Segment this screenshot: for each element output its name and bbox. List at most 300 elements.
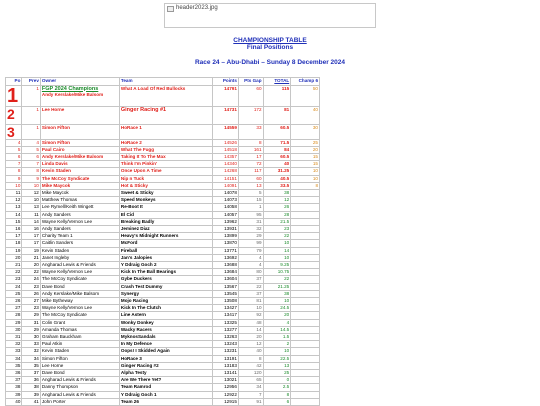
champ-points xyxy=(291,370,320,377)
team-name: Once Upon A Time xyxy=(119,168,212,175)
position-number: 35 xyxy=(6,362,22,369)
position-number: 6 xyxy=(6,153,22,160)
points-value: 13688 xyxy=(213,261,239,268)
total-value: 10 xyxy=(263,240,291,247)
points-gap: 20 xyxy=(238,333,263,340)
col-champ: Champ 6 xyxy=(291,78,320,86)
total-value: 9.25 xyxy=(263,261,291,268)
position-number: 13 xyxy=(6,204,22,211)
podium-row xyxy=(6,85,320,106)
col-prev: Prev xyxy=(22,78,40,86)
owner-name: Kevin Staden xyxy=(40,348,119,355)
prev-position: 29 xyxy=(22,326,40,333)
position-number: 23 xyxy=(6,276,22,283)
prev-position: 29 xyxy=(22,312,40,319)
points-gap: 15 xyxy=(238,197,263,204)
points-gap: 4 xyxy=(238,261,263,268)
points-gap: 79 xyxy=(238,247,263,254)
owner-name: Paul Atkin xyxy=(40,341,119,348)
champ-points xyxy=(291,348,320,355)
owner-name: Caitlin Sanders xyxy=(40,240,119,247)
table-row xyxy=(6,146,320,153)
total-value: 12 xyxy=(263,197,291,204)
owner-name: Wayne Kelly/Vernon Lee xyxy=(40,305,119,312)
position-number: 17 xyxy=(6,233,22,240)
team-name: Kick In The Clutch xyxy=(119,305,212,312)
champ-points: 40 xyxy=(291,106,320,124)
race-heading: Race 24 – Abu-Dhabi – Sunday 8 December 2024 xyxy=(194,59,346,66)
table-row xyxy=(6,297,320,304)
points-value: 14526 xyxy=(213,139,239,146)
points-value: 13191 xyxy=(213,355,239,362)
table-row xyxy=(6,348,320,355)
prev-position: 23 xyxy=(22,305,40,312)
champ-points xyxy=(291,297,320,304)
prev-position: 26 xyxy=(22,290,40,297)
team-name: Mojo Racing xyxy=(119,297,212,304)
owner-name: Simon Fifton xyxy=(40,355,119,362)
team-name: Taking It To The Max xyxy=(119,153,212,160)
team-name: Nip n Tuck xyxy=(119,175,212,182)
prev-position: 16 xyxy=(22,225,40,232)
champ-points xyxy=(291,326,320,333)
champ-points xyxy=(291,225,320,232)
points-gap: 33 xyxy=(238,124,263,139)
owner-name: Simon Fifton xyxy=(40,139,119,146)
header-image xyxy=(164,3,376,28)
prev-position: 20 xyxy=(22,261,40,268)
owner-name: Colin Grant xyxy=(40,319,119,326)
points-value: 14057 xyxy=(213,211,239,218)
points-value: 13899 xyxy=(213,233,239,240)
points-gap: 48 xyxy=(238,319,263,326)
prev-position: 12 xyxy=(22,189,40,196)
table-row xyxy=(6,269,320,276)
table-row xyxy=(6,189,320,196)
total-value: 60.5 xyxy=(263,124,291,139)
team-name: Jeminez Diaz xyxy=(119,225,212,232)
points-value: 14091 xyxy=(213,182,239,189)
points-value: 14073 xyxy=(213,197,239,204)
owner-name: Graham Bauckham xyxy=(40,333,119,340)
prev-position: 11 xyxy=(22,211,40,218)
points-gap: 7 xyxy=(238,391,263,398)
prev-position: 27 xyxy=(22,297,40,304)
total-value: 10 xyxy=(263,348,291,355)
prev-position: 4 xyxy=(22,139,40,146)
champ-points xyxy=(291,254,320,261)
owner-cell xyxy=(40,124,119,139)
position-number: 22 xyxy=(6,269,22,276)
total-value: 22 xyxy=(263,276,291,283)
table-row xyxy=(6,377,320,384)
table-row xyxy=(6,211,320,218)
owner-name: Angharad Lewis & Friends xyxy=(40,261,119,268)
prev-position: 38 xyxy=(22,384,40,391)
champ-points xyxy=(291,189,320,196)
total-value: 20 xyxy=(263,312,291,319)
team-name: Sweet & Sticky xyxy=(119,189,212,196)
total-value: 60.5 xyxy=(263,153,291,160)
team-name: Oops! I Skidded Again xyxy=(119,348,212,355)
owner-name: Dave Bond xyxy=(40,370,119,377)
points-gap: 99 xyxy=(238,240,263,247)
table-row xyxy=(6,197,320,204)
table-row xyxy=(6,233,320,240)
team-name: Y Ddraig Goch 2 xyxy=(119,261,212,268)
team-name: What A Load Of Red Bullocks xyxy=(119,85,212,106)
owner-name: Amanda Thomas xyxy=(40,326,119,333)
owner-name: Matthew Thomas xyxy=(40,197,119,204)
total-value: 31.25 xyxy=(263,168,291,175)
prev-position: 35 xyxy=(22,362,40,369)
points-value: 13545 xyxy=(213,290,239,297)
prev-position: 8 xyxy=(22,168,40,175)
team-name: Y Ddraig Goch 1 xyxy=(119,391,212,398)
owner-name: The McCoy Syndicate xyxy=(40,312,119,319)
points-gap: 13 xyxy=(238,182,263,189)
owner-name: Wayne Kelly/Vernon Lee xyxy=(40,269,119,276)
total-value: 21.5 xyxy=(263,218,291,225)
champ-points: 15 xyxy=(291,153,320,160)
table-header-row xyxy=(6,78,320,86)
team-name: Breaking Badly xyxy=(119,218,212,225)
table-row xyxy=(6,355,320,362)
champ-points xyxy=(291,377,320,384)
col-po: Po xyxy=(6,78,22,86)
owner-name: The McCoy Syndicate xyxy=(40,276,119,283)
total-value: 14 xyxy=(263,247,291,254)
team-name: Team Ramrod xyxy=(119,384,212,391)
points-value: 14357 xyxy=(213,153,239,160)
points-value: 14518 xyxy=(213,146,239,153)
position-number: 28 xyxy=(6,312,22,319)
table-row xyxy=(6,290,320,297)
owner-cell xyxy=(40,106,119,124)
position-number: 24 xyxy=(6,283,22,290)
team-name: HoRace 2 xyxy=(119,139,212,146)
points-gap: 40 xyxy=(238,348,263,355)
champ-points xyxy=(291,341,320,348)
prev-position: 31 xyxy=(22,319,40,326)
points-value: 12922 xyxy=(213,391,239,398)
points-gap: 37 xyxy=(238,276,263,283)
position-number: 30 xyxy=(6,326,22,333)
points-gap: 22 xyxy=(238,283,263,290)
owner-name: John Porter xyxy=(40,398,119,405)
points-gap: 91 xyxy=(238,398,263,405)
points-value: 13277 xyxy=(213,326,239,333)
position-number: 10 xyxy=(6,182,22,189)
owner-name: Mike Maycok xyxy=(40,189,119,196)
points-value: 13325 xyxy=(213,319,239,326)
champ-points xyxy=(291,305,320,312)
points-gap: 14 xyxy=(238,326,263,333)
points-value: 13604 xyxy=(213,276,239,283)
position-number: 19 xyxy=(6,247,22,254)
prev-position: 19 xyxy=(22,247,40,254)
team-name: Team 26 xyxy=(119,398,212,405)
owner-name: Andy Kerslake/Mike Balsom xyxy=(40,290,119,297)
owner-name: Kevin Staden xyxy=(40,168,119,175)
points-value: 13684 xyxy=(213,269,239,276)
table-row xyxy=(6,384,320,391)
table-row xyxy=(6,319,320,326)
team-name: Heavy's Midnight Runners xyxy=(119,233,212,240)
owner-name: Kevin Staden xyxy=(40,247,119,254)
owner-name: Danny Thompson xyxy=(40,384,119,391)
position-number: 16 xyxy=(6,225,22,232)
total-value: 10 xyxy=(263,254,291,261)
points-gap: 80 xyxy=(238,269,263,276)
total-value: 10 xyxy=(263,297,291,304)
position-number: 32 xyxy=(6,341,22,348)
position-number: 2 xyxy=(6,106,22,124)
team-name: Think I'm Pinkin' xyxy=(119,161,212,168)
champ-points xyxy=(291,211,320,218)
points-value: 14058 xyxy=(213,204,239,211)
champ-points xyxy=(291,391,320,398)
total-value: 21.25 xyxy=(263,283,291,290)
total-value: 13 xyxy=(263,362,291,369)
total-value: 2 xyxy=(263,341,291,348)
table-row xyxy=(6,312,320,319)
position-number: 26 xyxy=(6,297,22,304)
podium-row xyxy=(6,106,320,124)
header-image-alt: header2023.jpg xyxy=(176,5,218,11)
points-gap: 172 xyxy=(238,106,263,124)
owner-name: The McCoy Syndicate xyxy=(40,175,119,182)
points-gap: 5 xyxy=(238,189,263,196)
points-gap: 8 xyxy=(238,355,263,362)
team-name: HoRace 3 xyxy=(119,355,212,362)
points-gap: 8 xyxy=(238,139,263,146)
champ-points xyxy=(291,283,320,290)
table-row xyxy=(6,283,320,290)
points-gap: 42 xyxy=(238,362,263,369)
champ-points xyxy=(291,355,320,362)
position-number: 12 xyxy=(6,197,22,204)
team-name: MyknosSandals xyxy=(119,333,212,340)
prev-position: 41 xyxy=(22,398,40,405)
position-number: 21 xyxy=(6,261,22,268)
broken-image-icon xyxy=(167,6,174,12)
position-number: 15 xyxy=(6,218,22,225)
prev-position: 24 xyxy=(22,276,40,283)
points-value: 13417 xyxy=(213,312,239,319)
prev-position: 17 xyxy=(22,233,40,240)
points-gap: 17 xyxy=(238,153,263,160)
prev-position: 1 xyxy=(22,106,40,124)
owner-name: Mike Bytheway xyxy=(40,297,119,304)
table-row xyxy=(6,204,320,211)
champ-points: 25 xyxy=(291,139,320,146)
champ-points xyxy=(291,261,320,268)
table-row xyxy=(6,370,320,377)
points-value: 13427 xyxy=(213,305,239,312)
points-gap: 65 xyxy=(238,377,263,384)
position-number: 7 xyxy=(6,161,22,168)
position-number: 4 xyxy=(6,139,22,146)
champ-points xyxy=(291,197,320,204)
team-name: Wacky Racers xyxy=(119,326,212,333)
total-value: 40 xyxy=(263,161,291,168)
points-gap: 4 xyxy=(238,254,263,261)
position-number: 14 xyxy=(6,211,22,218)
champ-points: 10 xyxy=(291,168,320,175)
table-row xyxy=(6,161,320,168)
prev-position: 6 xyxy=(22,153,40,160)
team-name: Re-Boot It xyxy=(119,204,212,211)
owner-name: Wayne Kelly/Vernon Lee xyxy=(40,218,119,225)
position-number: 8 xyxy=(6,168,22,175)
team-name: Kick In The Ball Bearings xyxy=(119,269,212,276)
position-number: 38 xyxy=(6,384,22,391)
points-gap: 161 xyxy=(238,146,263,153)
champ-points: 30 xyxy=(291,124,320,139)
position-number: 31 xyxy=(6,333,22,340)
champ-points: 10 xyxy=(291,175,320,182)
points-gap: 32 xyxy=(238,225,263,232)
table-row xyxy=(6,254,320,261)
owner-name: Dave Bond xyxy=(40,283,119,290)
table-row xyxy=(6,247,320,254)
points-gap: 95 xyxy=(238,211,263,218)
total-value: 28 xyxy=(263,211,291,218)
prev-position: 30 xyxy=(22,333,40,340)
total-value: 26 xyxy=(263,204,291,211)
owner-name: Angharad Lewis & Friends xyxy=(40,377,119,384)
total-value: 4 xyxy=(263,319,291,326)
position-number: 29 xyxy=(6,319,22,326)
total-value: 38 xyxy=(263,189,291,196)
team-name: Line Astern xyxy=(119,312,212,319)
total-value: 24.5 xyxy=(263,305,291,312)
owner-name: Simon Fifton xyxy=(41,124,70,130)
points-value: 13231 xyxy=(213,348,239,355)
points-gap: 29 xyxy=(238,233,263,240)
position-number: 11 xyxy=(6,189,22,196)
points-gap: 10 xyxy=(238,305,263,312)
prev-position: 34 xyxy=(22,355,40,362)
points-value: 14340 xyxy=(213,161,239,168)
points-value: 14268 xyxy=(213,168,239,175)
champ-points xyxy=(291,312,320,319)
points-gap: 60 xyxy=(238,85,263,106)
total-value: 25 xyxy=(263,370,291,377)
total-value: 81 xyxy=(263,106,291,124)
prev-position: 32 xyxy=(22,348,40,355)
owner-name: Lee Rymell/Keith Wingett xyxy=(40,204,119,211)
points-value: 13692 xyxy=(213,254,239,261)
team-name: Alpha Testy xyxy=(119,370,212,377)
champ-points xyxy=(291,333,320,340)
position-number: 9 xyxy=(6,175,22,182)
team-name: Speed Monkeys xyxy=(119,197,212,204)
table-row xyxy=(6,333,320,340)
col-gap: Pts Gap xyxy=(238,78,263,86)
points-gap: 92 xyxy=(238,312,263,319)
points-gap: 1 xyxy=(238,204,263,211)
prev-position: 23 xyxy=(22,283,40,290)
points-gap: 120 xyxy=(238,370,263,377)
total-value: 40.5 xyxy=(263,175,291,182)
col-owner: Owner xyxy=(40,78,119,86)
total-value: 23 xyxy=(263,225,291,232)
points-gap: 60 xyxy=(238,175,263,182)
team-name: In My Defence xyxy=(119,341,212,348)
podium-row xyxy=(6,124,320,139)
points-value: 14559 xyxy=(213,124,239,139)
champ-points xyxy=(291,269,320,276)
team-name: Ginger Racing #1 xyxy=(119,106,212,124)
prev-position: 7 xyxy=(22,161,40,168)
points-value: 12915 xyxy=(213,398,239,405)
col-total[interactable]: TOTAL xyxy=(263,78,291,86)
total-value: 115 xyxy=(263,85,291,106)
prev-position: 10 xyxy=(22,197,40,204)
points-value: 13243 xyxy=(213,341,239,348)
points-value: 14151 xyxy=(213,175,239,182)
points-value: 13141 xyxy=(213,370,239,377)
champ-points xyxy=(291,362,320,369)
champ-points xyxy=(291,398,320,405)
table-row xyxy=(6,305,320,312)
owner-name: Lee Horne xyxy=(41,106,65,112)
team-name: Gybe Duckers xyxy=(119,276,212,283)
position-number: 1 xyxy=(6,85,22,106)
position-number: 37 xyxy=(6,377,22,384)
champ-points: 50 xyxy=(291,85,320,106)
table-row xyxy=(6,261,320,268)
total-value: 1.5 xyxy=(263,333,291,340)
total-value: 10.75 xyxy=(263,269,291,276)
page-subtitle: Final Positions xyxy=(246,44,294,51)
points-gap: 34 xyxy=(238,384,263,391)
total-value: 2.5 xyxy=(263,384,291,391)
position-number: 34 xyxy=(6,355,22,362)
points-value: 14731 xyxy=(213,106,239,124)
team-name: McFord xyxy=(119,240,212,247)
team-name: Synergy xyxy=(119,290,212,297)
position-number: 5 xyxy=(6,146,22,153)
champ-points xyxy=(291,319,320,326)
team-name: Are We There Yet? xyxy=(119,377,212,384)
points-value: 14078 xyxy=(213,189,239,196)
table-row xyxy=(6,391,320,398)
team-name: What The Fugg xyxy=(119,146,212,153)
points-value: 13183 xyxy=(213,362,239,369)
points-value: 12956 xyxy=(213,384,239,391)
total-value: 8 xyxy=(263,391,291,398)
table-row xyxy=(6,341,320,348)
owner-cell xyxy=(40,85,119,106)
points-value: 13931 xyxy=(213,225,239,232)
prev-position: 13 xyxy=(22,204,40,211)
position-number: 39 xyxy=(6,391,22,398)
owner-name: Charity Team 1 xyxy=(40,233,119,240)
owner-name: Lee Horne xyxy=(40,362,119,369)
owner-name: Janet Ingleby xyxy=(40,254,119,261)
table-row xyxy=(6,175,320,182)
points-gap: 12 xyxy=(238,341,263,348)
points-gap: 81 xyxy=(238,297,263,304)
champ-points: 15 xyxy=(291,161,320,168)
table-row xyxy=(6,225,320,232)
position-number: 27 xyxy=(6,305,22,312)
champions-label: FGP 2024 Champions xyxy=(41,85,99,92)
total-value: 84 xyxy=(263,146,291,153)
